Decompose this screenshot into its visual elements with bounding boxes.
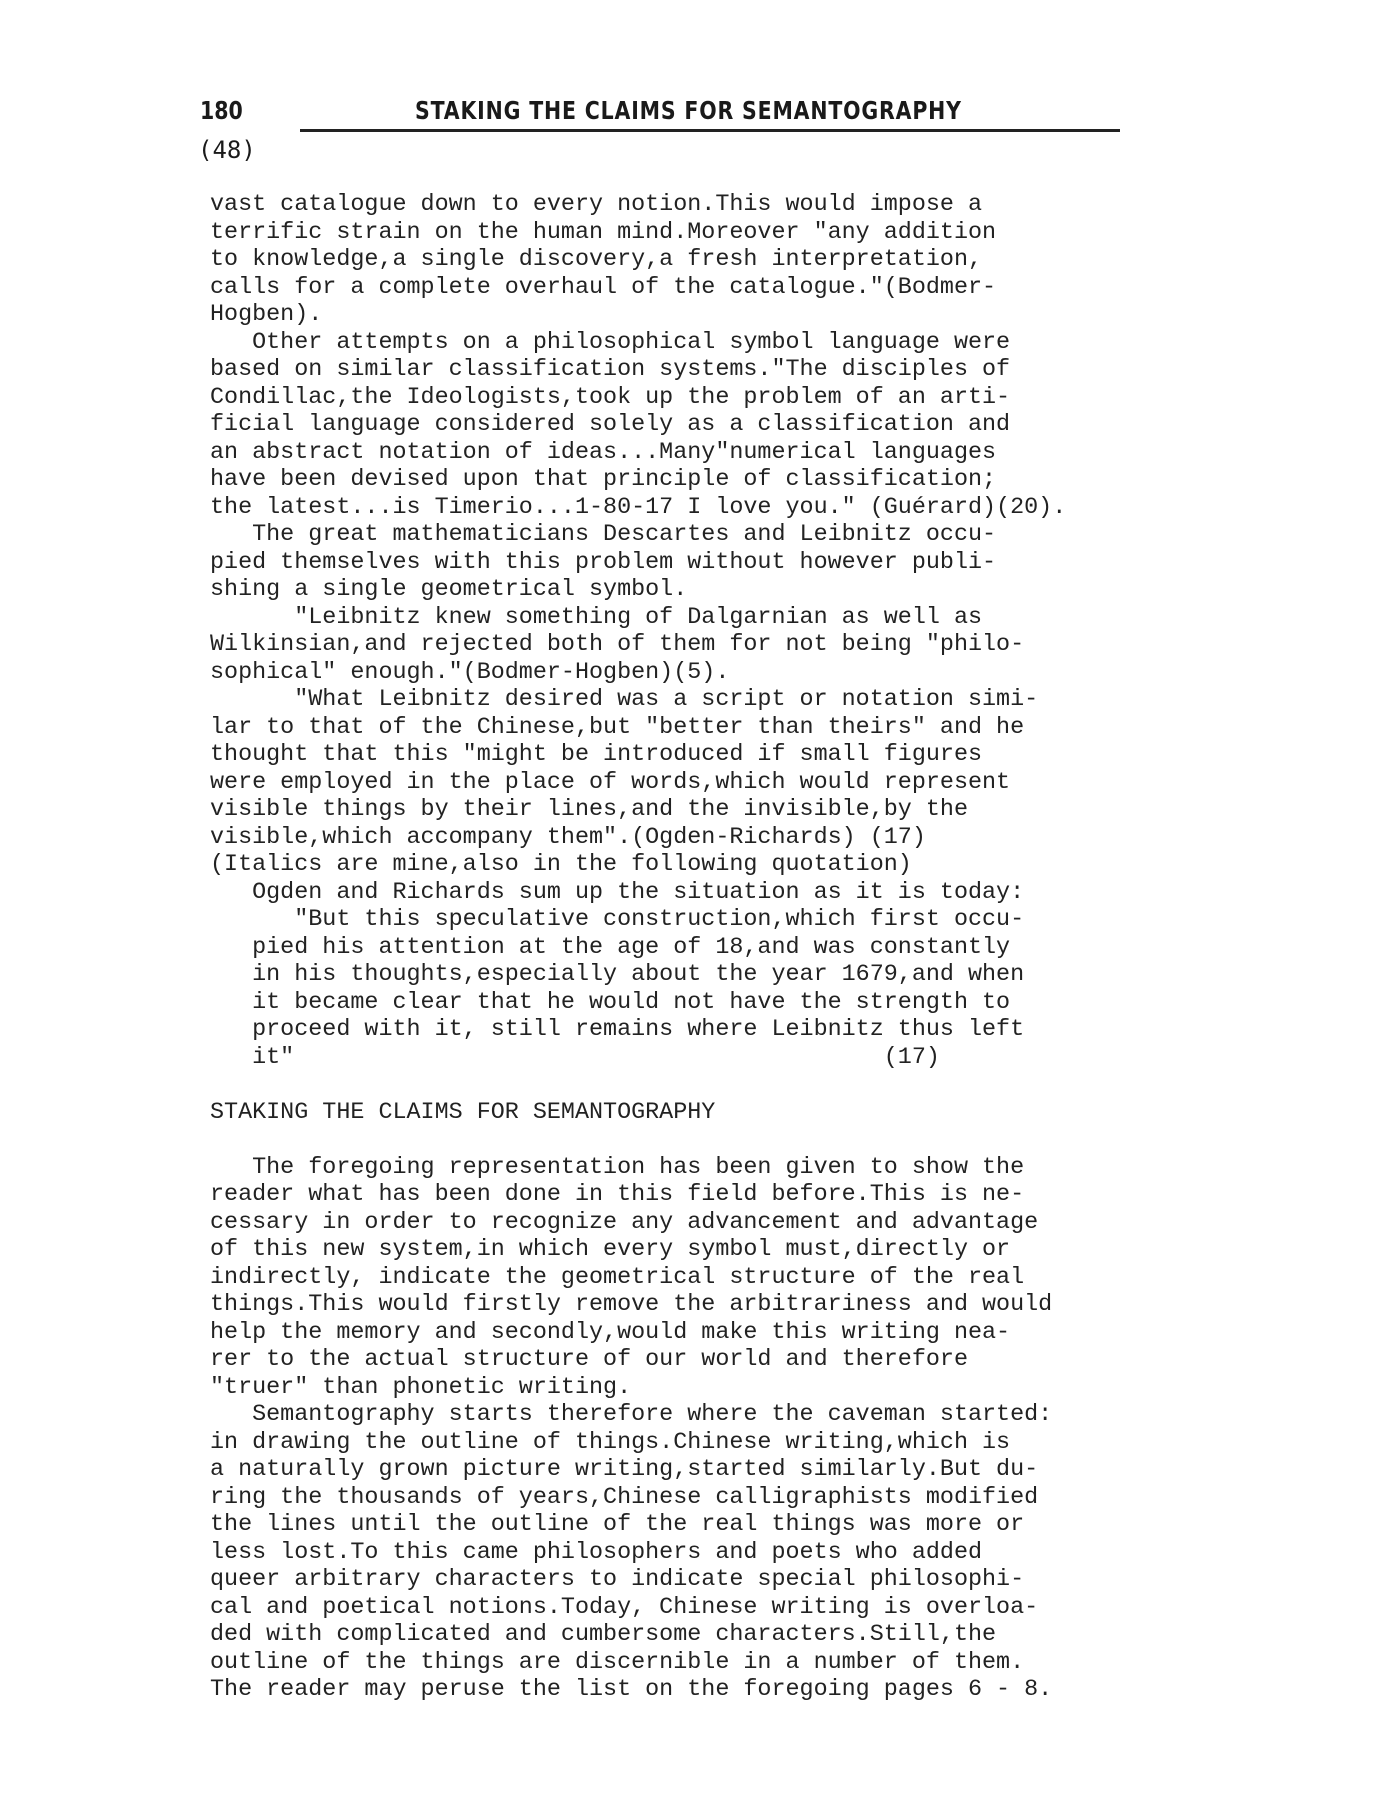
text-line: "Leibnitz knew something of Dalgarnian as well as xyxy=(210,604,983,631)
text-line: Hogben). xyxy=(210,302,323,328)
text-line: the latest...is Timerio...1-80-17 I love you." (Guérard)(20). xyxy=(210,494,1067,521)
body-text xyxy=(210,192,1210,1705)
header-rule xyxy=(300,129,1120,132)
text-line: less lost.To this came philosophers and poets who added xyxy=(210,1539,983,1566)
text-line: outline of the things are discernible in a number of them. xyxy=(210,1649,1025,1676)
text-line: thought that this "might be introduced if small figures xyxy=(210,742,983,768)
text-line: based on similar classification systems."The disciples of xyxy=(210,357,1011,383)
text-line: Condillac,the Ideologists,took up the problem of an arti- xyxy=(210,384,1011,411)
section-number: (48) xyxy=(198,136,256,164)
text-line: an abstract notation of ideas...Many"numerical languages xyxy=(210,439,997,466)
text-line: "But this speculative construction,which first occu- xyxy=(210,907,1025,933)
text-line: "truer" than phonetic writing. xyxy=(210,1374,632,1401)
text-line: pied his attention at the age of 18,and was constantly xyxy=(210,934,1011,961)
text-line: Ogden and Richards sum up the situation as it is today: xyxy=(210,879,1025,906)
text-line: lar to that of the Chinese,but "better than theirs" and he xyxy=(210,714,1025,741)
text-line: "What Leibnitz desired was a script or notation simi- xyxy=(210,687,1039,713)
text-line: in drawing the outline of things.Chinese writing,which is xyxy=(210,1429,1011,1456)
text-line: were employed in the place of words,which would represent xyxy=(210,769,1011,796)
blank-line xyxy=(210,1127,1210,1155)
text-line: ficial language considered solely as a classification and xyxy=(210,412,1011,438)
text-line: Semantography starts therefore where the caveman started: xyxy=(210,1402,1053,1428)
text-line: it became clear that he would not have the strength to xyxy=(210,989,1011,1016)
text-line: of this new system,in which every symbol must,directly or xyxy=(210,1237,1011,1263)
text-line: queer arbitrary characters to indicate special philosophi- xyxy=(210,1567,1025,1593)
text-line: shing a single geometrical symbol. xyxy=(210,577,688,603)
text-line: in his thoughts,especially about the year 1679,and when xyxy=(210,962,1025,988)
text-line: to knowledge,a single discovery,a fresh interpretation, xyxy=(210,247,983,273)
text-line: help the memory and secondly,would make this writing nea- xyxy=(210,1319,1011,1346)
text-line: The great mathematicians Descartes and Leibnitz occu- xyxy=(210,522,997,548)
text-line: it" (17) xyxy=(210,1044,940,1071)
running-head: STAKING THE CLAIMS FOR SEMANTOGRAPHY xyxy=(415,96,962,125)
text-line: The foregoing representation has been given to show the xyxy=(210,1154,1025,1181)
text-line: have been devised upon that principle of classification; xyxy=(210,467,997,493)
text-line: terrific strain on the human mind.Moreover "any addition xyxy=(210,219,997,246)
text-line: proceed with it, still remains where Leibnitz thus left xyxy=(210,1017,1025,1043)
text-line: reader what has been done in this field before.This is ne- xyxy=(210,1182,1025,1208)
text-line: ded with complicated and cumbersome characters.Still,the xyxy=(210,1622,997,1648)
text-line: STAKING THE CLAIMS FOR SEMANTOGRAPHY xyxy=(210,1099,716,1126)
text-line: indirectly, indicate the geometrical structure of the real xyxy=(210,1264,1025,1291)
text-line: things.This would firstly remove the arbitrariness and would xyxy=(210,1292,1053,1318)
text-line: rer to the actual structure of our world and therefore xyxy=(210,1347,968,1373)
text-line: Wilkinsian,and rejected both of them for not being "philo- xyxy=(210,632,1025,658)
text-line: vast catalogue down to every notion.This would impose a xyxy=(210,192,983,218)
text-line: ring the thousands of years,Chinese calligraphists modified xyxy=(210,1484,1039,1511)
text-line: visible,which accompany them".(Ogden-Richards) (17) xyxy=(210,824,926,851)
text-line: (Italics are mine,also in the following quotation) xyxy=(210,852,912,878)
text-line: sophical" enough."(Bodmer-Hogben)(5). xyxy=(210,659,730,686)
text-line: calls for a complete overhaul of the catalogue."(Bodmer- xyxy=(210,274,997,301)
text-line: visible things by their lines,and the invisible,by the xyxy=(210,797,968,823)
blank-line xyxy=(210,1072,1210,1100)
text-line: cessary in order to recognize any advancement and advantage xyxy=(210,1209,1039,1236)
text-line: Other attempts on a philosophical symbol language were xyxy=(210,329,1011,356)
text-line: cal and poetical notions.Today, Chinese writing is overloa- xyxy=(210,1594,1039,1621)
text-line: the lines until the outline of the real things was more or xyxy=(210,1512,1025,1538)
text-line: The reader may peruse the list on the foregoing pages 6 - 8. xyxy=(210,1677,1053,1703)
page-header xyxy=(200,96,1120,136)
text-line: a naturally grown picture writing,started similarly.But du- xyxy=(210,1457,1039,1483)
text-line: pied themselves with this problem without however publi- xyxy=(210,549,997,576)
page-number: 180 xyxy=(200,96,243,125)
